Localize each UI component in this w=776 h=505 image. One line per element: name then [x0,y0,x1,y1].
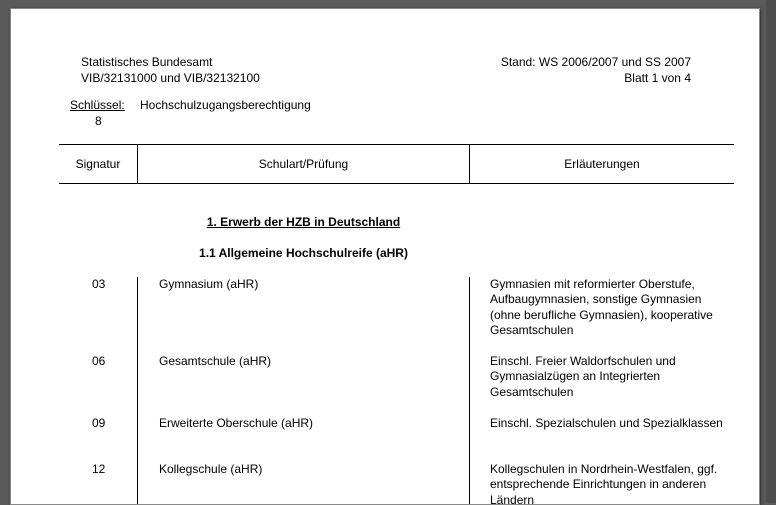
table-row-signatur: 03 [92,277,106,291]
table-row-erl-line: Gesamtschulen [490,323,574,337]
section-title: 1. Erwerb der HZB in Deutschland [206,215,401,229]
header-blatt: Blatt 1 von 4 [624,71,691,85]
table-row-erl-line: Gymnasialzügen an Integrierten [490,369,661,383]
table-row-schulart: Erweiterte Oberschule (aHR) [159,416,314,430]
header-ref: VIB/32131000 und VIB/32132100 [81,71,260,85]
table-row-erl-line: Ländern [490,493,535,505]
table-row-schulart: Kollegschule (aHR) [159,462,263,476]
table-row-schulart: Gymnasium (aHR) [159,277,259,291]
table-row-erl-line: Gymnasien mit reformierter Oberstufe, [490,277,695,291]
table-header-bottom-rule [59,183,734,184]
header-stand: Stand: WS 2006/2007 und SS 2007 [500,55,691,69]
key-number: 8 [95,114,102,128]
col-header-schulart: Schulart/Prüfung [258,157,349,171]
table-row-schulart: Gesamtschule (aHR) [159,354,272,368]
table-row-erl-line: (ohne berufliche Gymnasien), kooperative [490,308,713,322]
table-row-erl-line: Gesamtschulen [490,385,574,399]
key-value: Hochschulzugangsberechtigung [140,98,311,112]
table-row-erl-line: entsprechende Einrichtungen in anderen [490,477,707,491]
section-subtitle: 1.1 Allgemeine Hochschulreife (aHR) [199,246,408,260]
table-row-signatur: 09 [92,416,106,430]
header-org: Statistisches Bundesamt [81,55,213,69]
table-header-top-rule [59,144,734,145]
col-header-signatur: Signatur [75,157,121,171]
table-row-erl-line: Kollegschulen in Nordrhein-Westfalen, ggf. [490,462,718,476]
col-header-erlaeuterungen: Erläuterungen [564,157,640,171]
body-divider-2 [469,277,470,505]
table-row-erl-line: Aufbaugymnasien, sonstige Gymnasien [490,292,702,306]
table-row-signatur: 12 [92,462,106,476]
table-row-erl-line: Einschl. Spezialschulen und Spezialklassen [490,416,723,430]
body-divider-1 [137,277,138,505]
table-row-signatur: 06 [92,354,106,368]
viewer-scroll-gutter[interactable] [766,0,776,503]
document-page [10,8,760,505]
table-row-erl-line: Einschl. Freier Waldorfschulen und [490,354,676,368]
key-label: Schlüssel: [70,98,125,112]
